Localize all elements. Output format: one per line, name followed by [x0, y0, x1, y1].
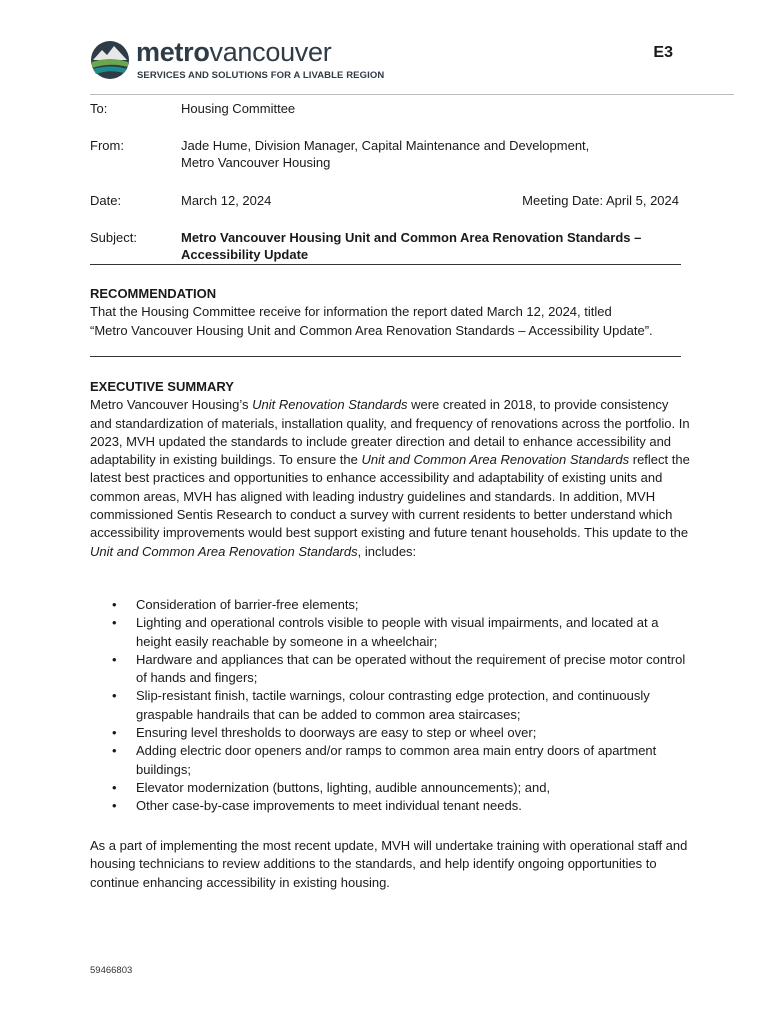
metro-vancouver-logo [90, 38, 390, 84]
executive-summary-paragraph: Metro Vancouver Housing’s Unit Renovation Standards were created in 2018, to provide consistency and standardization of materials, installation quality, and frequency of renovations across the portfolio. In 2023, MVH updated the standards to include greater direction and detail to enhance accessibility and adaptability in existing buildings. To ensure the Unit and Common Area Renovation Standards reflect the latest best practices and opportunities to enhance accessibility and adaptability of existing units and common areas, MVH has aligned with leading industry guidelines and standards. In addition, MVH commissioned Sentis Research to conduct a survey with current residents to better understand which accessibility improvements would best support existing and future tenant households. This update to the Unit and Common Area Renovation Standards, includes: [90, 397, 690, 559]
bullet-icon: • [112, 615, 117, 631]
list-item: • Ensuring level thresholds to doorways are easy to step or wheel over; [90, 724, 690, 742]
improvements-list [90, 596, 690, 816]
list-item: • Hardware and appliances that can be operated without the requirement of precise motor control of hands and fingers; [112, 651, 686, 686]
header-divider [90, 94, 734, 95]
bullet-icon: • [112, 597, 117, 612]
subject-label: Subject: [90, 230, 137, 245]
to-value: Housing Committee [181, 101, 296, 116]
bullet-icon: • [112, 779, 117, 795]
bullet-icon: • [112, 651, 117, 667]
executive-summary-heading: EXECUTIVE SUMMARY [90, 379, 234, 394]
recommendation-divider [90, 356, 681, 357]
implementation-paragraph: As a part of implementing the most recent update, MVH will undertake training with operational staff and housing technicians to review additions to the standards, and help identify ongoing opportunities to continue enhancing accessibility in existing housing. [90, 838, 688, 890]
subject-line-1: Metro Vancouver Housing Unit and Common Area Renovation Standards – [181, 230, 642, 245]
bullet-icon: • [112, 743, 117, 759]
from-value-line-1: Jade Hume, Division Manager, Capital Maintenance and Development, [181, 138, 590, 153]
agenda-code: E3 [653, 44, 673, 61]
list-item: • Other case-by-case improvements to meet individual tenant needs. [90, 797, 690, 815]
subject-line-2: Accessibility Update [181, 247, 309, 262]
date-value: March 12, 2024 [181, 193, 272, 208]
from-label: From: [90, 138, 124, 153]
list-item: • Adding electric door openers and/or ramps to common area main entry doors of apartment buildings; [112, 743, 657, 777]
to-label: To: [90, 101, 108, 116]
recommendation-line-1: That the Housing Committee receive for information the report dated March 12, 2024, titled [90, 304, 612, 320]
bullet-icon: • [112, 798, 117, 814]
list-item: • Slip-resistant finish, tactile warnings, colour contrasting edge protection, and continuously graspable handrails that can be added to common area staircases; [112, 688, 650, 722]
subject-divider [90, 264, 681, 265]
date-label: Date: [90, 193, 122, 208]
bullet-icon: • [112, 725, 117, 741]
logo-tagline: SERVICES AND SOLUTIONS FOR A LIVABLE REGION [137, 70, 385, 81]
document-id: 59466803 [90, 965, 133, 976]
list-item: • Lighting and operational controls visible to people with visual impairments, and located at a height easily reachable by someone in a wheelchair; [112, 615, 659, 649]
recommendation-heading: RECOMMENDATION [90, 286, 217, 301]
list-item: • Elevator modernization (buttons, lighting, audible announcements); and, [90, 779, 690, 797]
bullet-icon: • [112, 688, 117, 704]
executive-summary-section [90, 378, 690, 561]
from-value-line-2: Metro Vancouver Housing [181, 155, 331, 170]
meeting-date: Meeting Date: April 5, 2024 [522, 193, 679, 208]
logo-emblem-icon [90, 40, 130, 80]
recommendation-line-2: “Metro Vancouver Housing Unit and Common Area Renovation Standards – Accessibility Update”. [90, 322, 653, 338]
logo-wordmark: metrovancouver [136, 37, 332, 67]
recommendation-section [90, 285, 690, 340]
list-item: • Consideration of barrier-free elements; [90, 596, 690, 614]
